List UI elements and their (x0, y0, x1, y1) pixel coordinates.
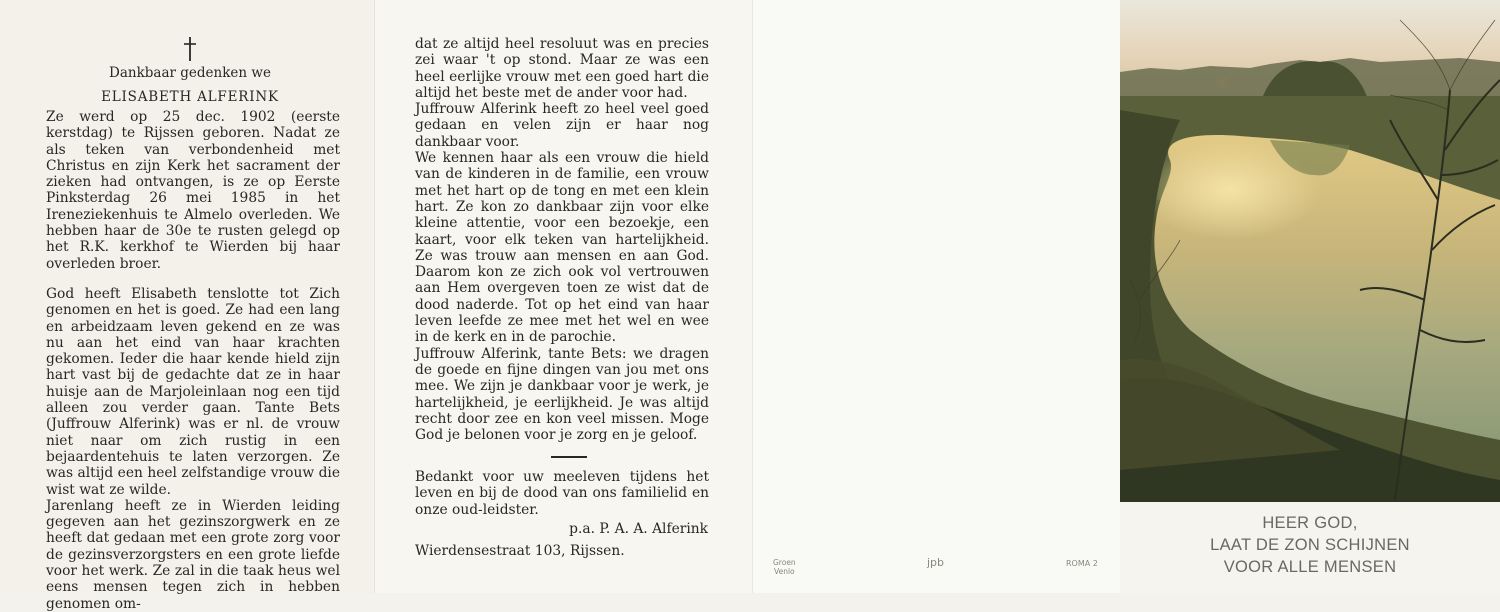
slogan-line-1: HEER GOD, (1262, 514, 1358, 532)
page2-paragraph-2: Juffrouw Alferink heeft zo heel veel goed gedaan en velen zijn er haar nog dankbaar voor. (415, 101, 709, 150)
deceased-name: ELISABETH ALFERINK (101, 89, 279, 105)
slogan-line-2: LAAT DE ZON SCHIJNEN (1210, 536, 1410, 554)
page2-text (415, 36, 709, 443)
slogan (1160, 512, 1460, 578)
page1-paragraph-1: Ze werd op 25 dec. 1902 (eerste kerstdag) te Rijssen geboren. Nadat ze als teken van verbondenheid met Christus en zijn Kerk het sacrament der zieken had ontvangen, is ze op Eerste Pinksterdag 26 mei 1985 in het Ireneziekenhuis te Almelo overleden. We hebben haar de 30e te rusten gelegd op het R.K. kerkhof te Wierden bij haar overleden broer. (46, 109, 340, 272)
card-page-4 (1120, 0, 1500, 593)
page1-paragraph-2: God heeft Elisabeth tenslotte tot Zich genomen en het is goed. Ze had een lang en arbeidzaam leven gekend en ze was nu aan het eind van haar krachten gekomen. Ieder die haar kende hield zijn hart vast bij de gedachte dat ze in haar huisje aan de Marjoleinlaan nog een tijd alleen zou verder gaan. Tante Bets (Juffrouw Alferink) was er nl. de vrouw niet naar om zich rustig in een bejaardentehuis te laten verzorgen. Ze was altijd een heel zelfstandige vrouw die wist wat ze wilde. (46, 285, 340, 498)
card-page-2 (374, 0, 752, 593)
page2-paragraph-4: Juffrouw Alferink, tante Bets: we dragen de goede en fijne dingen van jou met ons mee. We zijn je dankbaar voor je werk, je hartelijkheid, je eerlijkheid. Je was altijd recht door zee en kon veel missen. Moge God je belonen voor je zorg en je geloof. (415, 345, 709, 444)
page2-paragraph-1: dat ze altijd heel resoluut was en precies zei waar 't op stond. Maar ze was een heel eerlijke vrouw met een goed hart die altijd het beste met de ander voor had. (415, 36, 709, 101)
card-page-1 (0, 0, 374, 612)
sender: p.a. P. A. A. Alferink (569, 521, 708, 537)
thanks-text: Bedankt voor uw meeleven tijdens het leven en bij de dood van ons familielid en onze oud-leidster. (415, 469, 709, 518)
page1-paragraph-3: Jarenlang heeft ze in Wierden leiding gegeven aan het gezinszorgwerk en ze heeft dat gedaan met een grote zorg voor de gezinsverzorgsters en een grote liefde voor het werk. Ze zal in die taak heus wel eens mensen tegen zich in hebben genomen om- (46, 497, 340, 612)
card-code: ROMA 2 (1066, 559, 1098, 568)
address: Wierdensestraat 103, Rijssen. (415, 543, 625, 559)
divider (551, 456, 587, 458)
cross-icon (180, 36, 200, 62)
printer-name: Groen (773, 558, 796, 567)
printer-mark (773, 558, 796, 576)
initials: jpb (927, 556, 945, 569)
intro-line: Dankbaar gedenken we (109, 65, 271, 81)
slogan-line-3: VOOR ALLE MENSEN (1223, 558, 1397, 576)
sunset-river-photo (1120, 0, 1500, 502)
printer-city: Venlo (774, 567, 795, 576)
page2-paragraph-3: We kennen haar als een vrouw die hield van de kinderen in de familie, een vrouw met het hart op de tong en met een klein hart. Ze kon zo dankbaar zijn voor elke kleine attentie, voor een bezoekje, een kaart, voor elk teken van hartelijkheid. Ze was trouw aan mensen en aan God. Daarom kon ze zich ook vol vertrouwen aan Hem overgeven toen ze wist dat de dood naderde. Tot op het eind van haar leven leefde ze mee met het wel en wee in de kerk en in de parochie. (415, 150, 709, 346)
card-page-3 (752, 0, 1120, 593)
page1-text (46, 109, 340, 612)
